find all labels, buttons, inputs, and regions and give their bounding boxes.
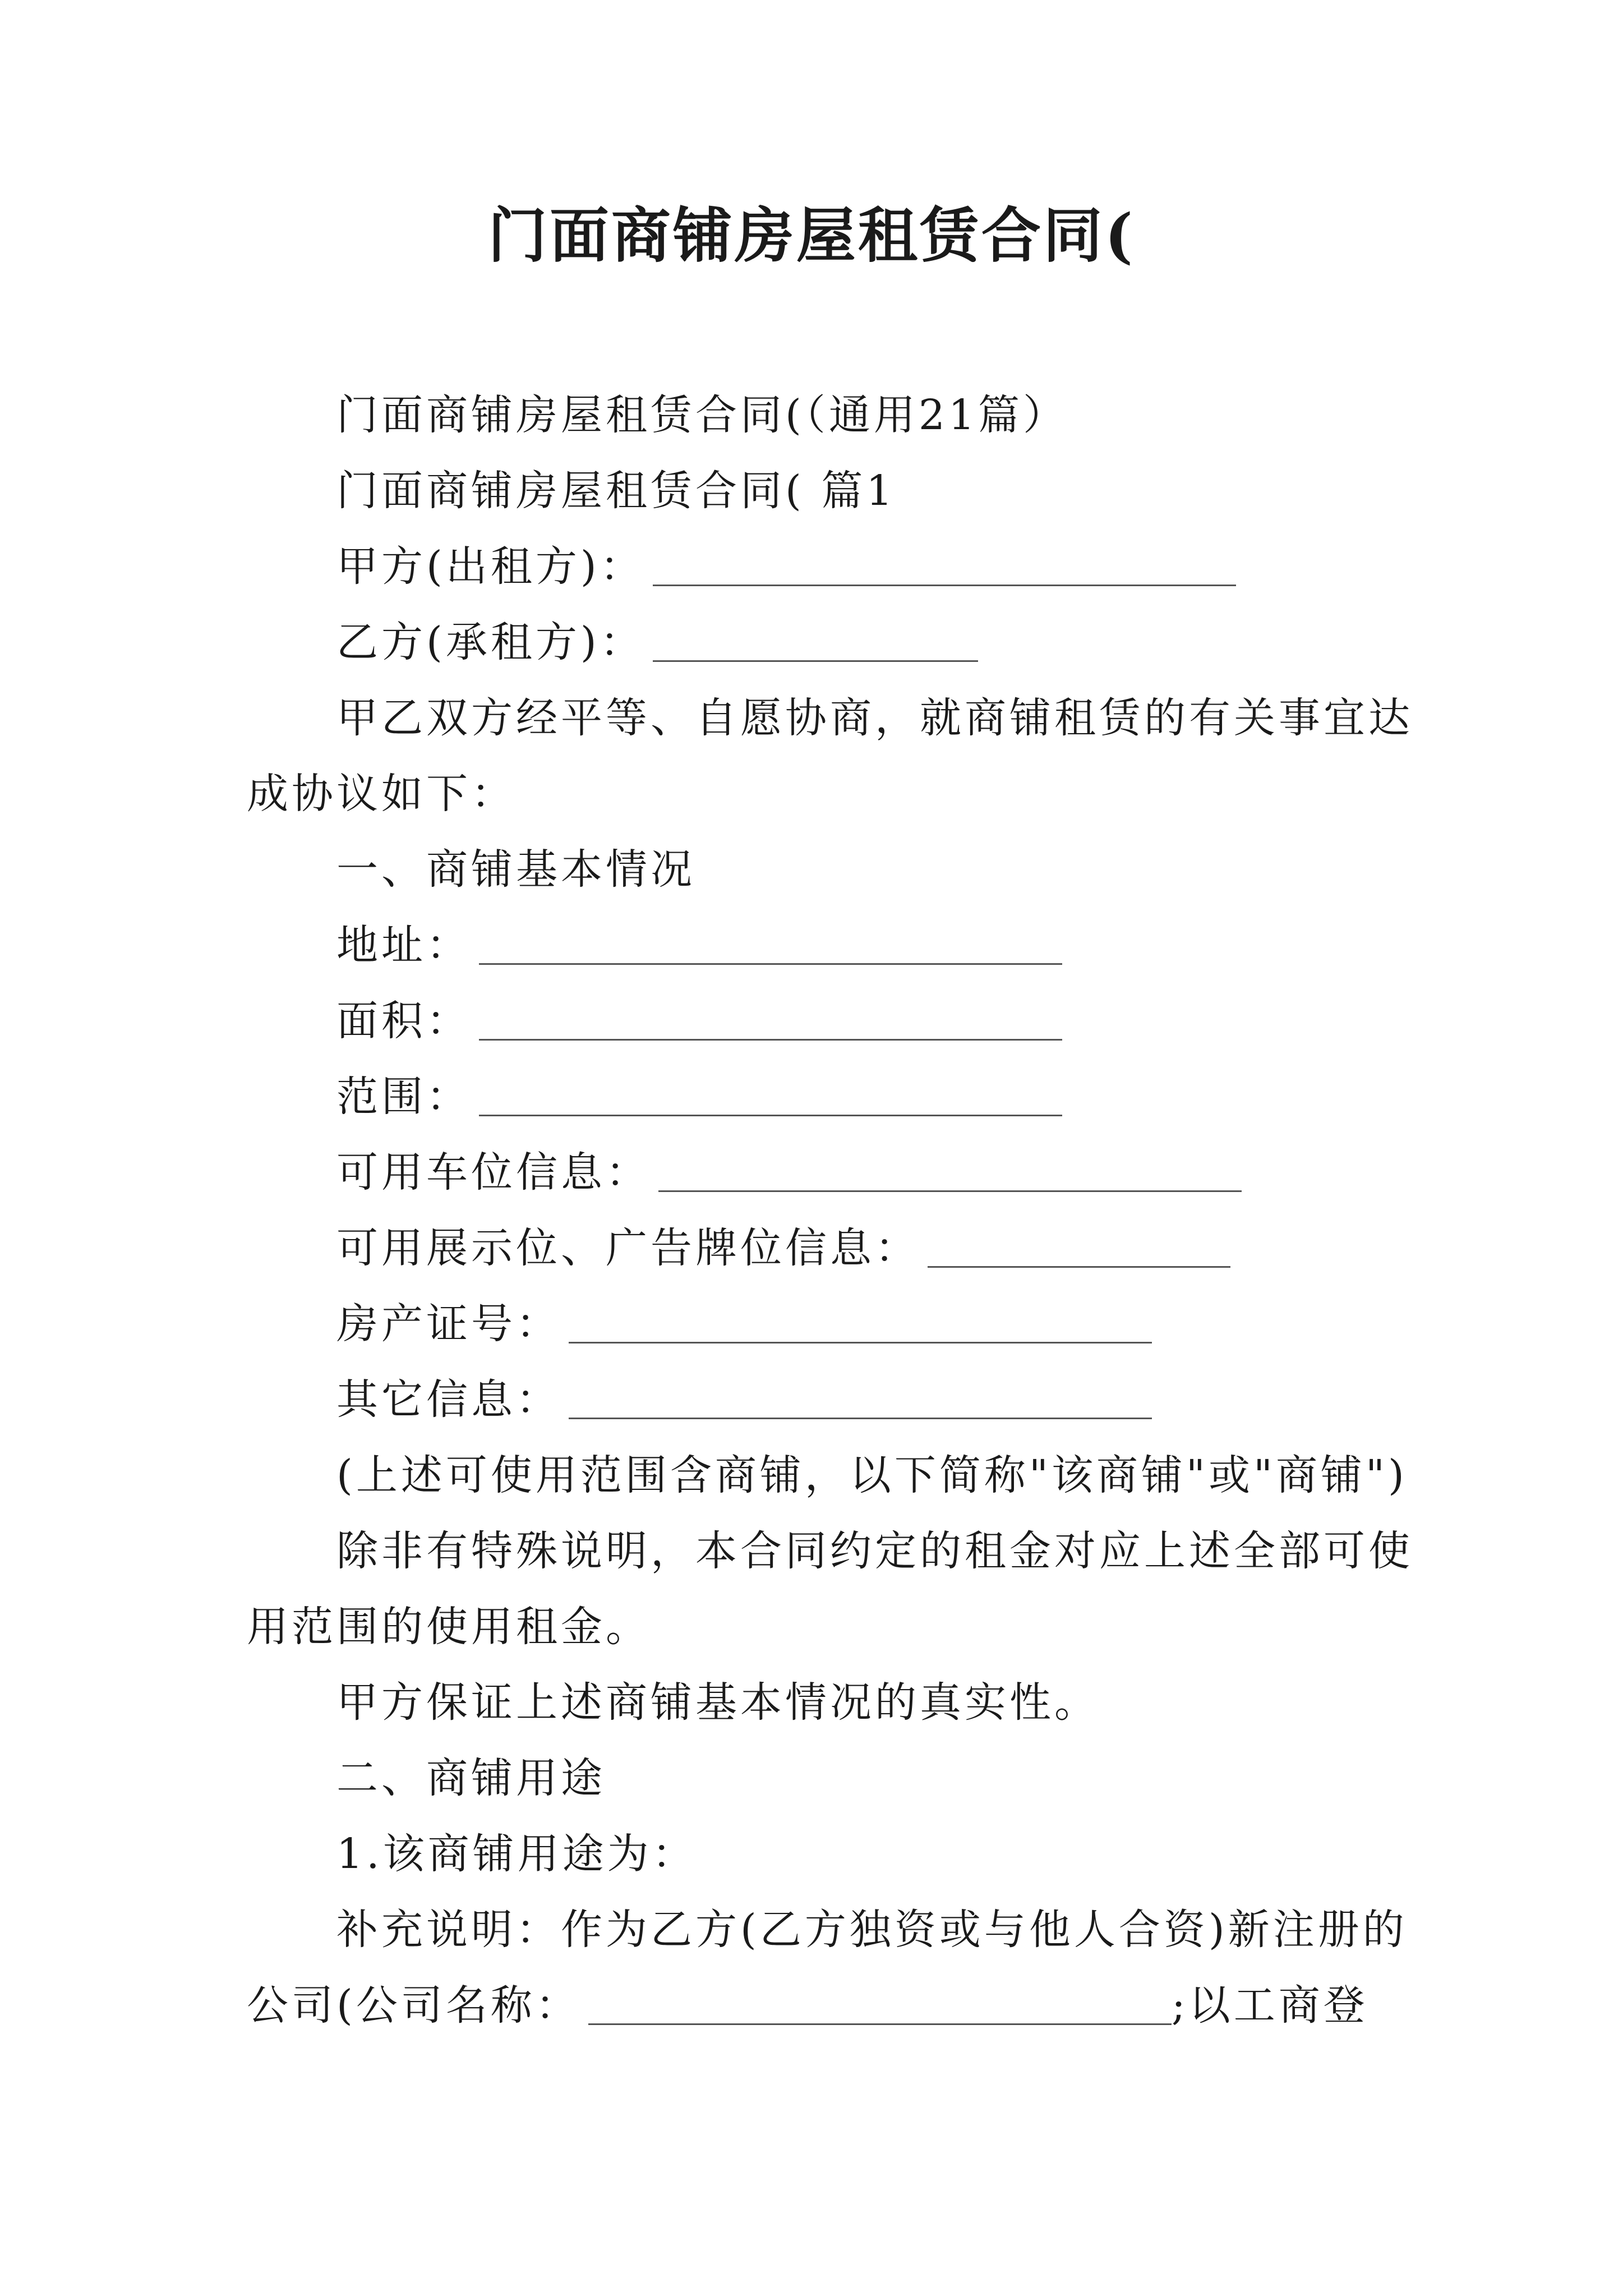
address-blank: [479, 924, 1062, 965]
supplement-paragraph-line2: [247, 1977, 1368, 2033]
cert-label: 房产证号：: [336, 1300, 561, 1348]
guarantee-paragraph: 甲方保证上述商铺基本情况的真实性。: [336, 1678, 1099, 1727]
company-name-blank: [588, 1984, 1172, 2025]
party-b-label: 乙方(承租方)：: [336, 618, 645, 666]
rent-paragraph-line2: 用范围的使用租金。: [247, 1603, 651, 1651]
document-title: 门面商铺房屋租赁合同(: [487, 200, 1136, 270]
area-label: 面积：: [336, 997, 471, 1045]
address-label: 地址：: [336, 921, 471, 969]
other-blank: [569, 1378, 1152, 1419]
scope-blank: [479, 1075, 1062, 1116]
parking-label: 可用车位信息：: [336, 1148, 651, 1197]
other-row: [336, 1372, 1152, 1428]
intro-paragraph-line2: 成协议如下：: [247, 770, 516, 818]
other-label: 其它信息：: [336, 1375, 561, 1424]
parking-blank: [658, 1151, 1242, 1192]
supplement-suffix: ;以工商登: [1171, 1981, 1368, 2030]
scope-note: (上述可使用范围含商铺，以下简称"该商铺"或"商铺"): [336, 1451, 1408, 1499]
scope-label: 范围：: [336, 1073, 471, 1121]
company-name-label: 公司(公司名称：: [247, 1981, 580, 2030]
party-b-blank: [653, 621, 978, 662]
party-a-label: 甲方(出租方)：: [336, 542, 645, 591]
area-row: [336, 993, 1062, 1049]
party-a-row: [336, 539, 1236, 595]
party-a-blank: [653, 545, 1236, 586]
address-row: [336, 917, 1062, 973]
ad-blank: [928, 1227, 1230, 1268]
document-subtitle: 门面商铺房屋租赁合同(（通用21篇）: [336, 391, 1068, 439]
parking-row: [336, 1144, 1242, 1200]
party-b-row: [336, 614, 978, 670]
use-item: 1.该商铺用途为：: [336, 1830, 697, 1878]
scope-row: [336, 1069, 1062, 1125]
area-blank: [479, 1000, 1062, 1041]
rent-paragraph-line1: 除非有特殊说明，本合同约定的租金对应上述全部可使: [336, 1527, 1413, 1575]
cert-blank: [569, 1303, 1152, 1343]
cert-row: [336, 1296, 1152, 1352]
clause2-heading: 二、商铺用途: [336, 1754, 606, 1802]
supplement-paragraph-line1: 补充说明：作为乙方(乙方独资或与他人合资)新注册的: [336, 1906, 1408, 1954]
section-heading: 门面商铺房屋租赁合同( 篇1: [336, 467, 896, 515]
intro-paragraph-line1: 甲乙双方经平等、自愿协商，就商铺租赁的有关事宜达: [336, 694, 1413, 742]
clause1-heading: 一、商铺基本情况: [336, 845, 695, 894]
ad-row: [336, 1220, 1230, 1276]
ad-label: 可用展示位、广告牌位信息：: [336, 1224, 920, 1272]
